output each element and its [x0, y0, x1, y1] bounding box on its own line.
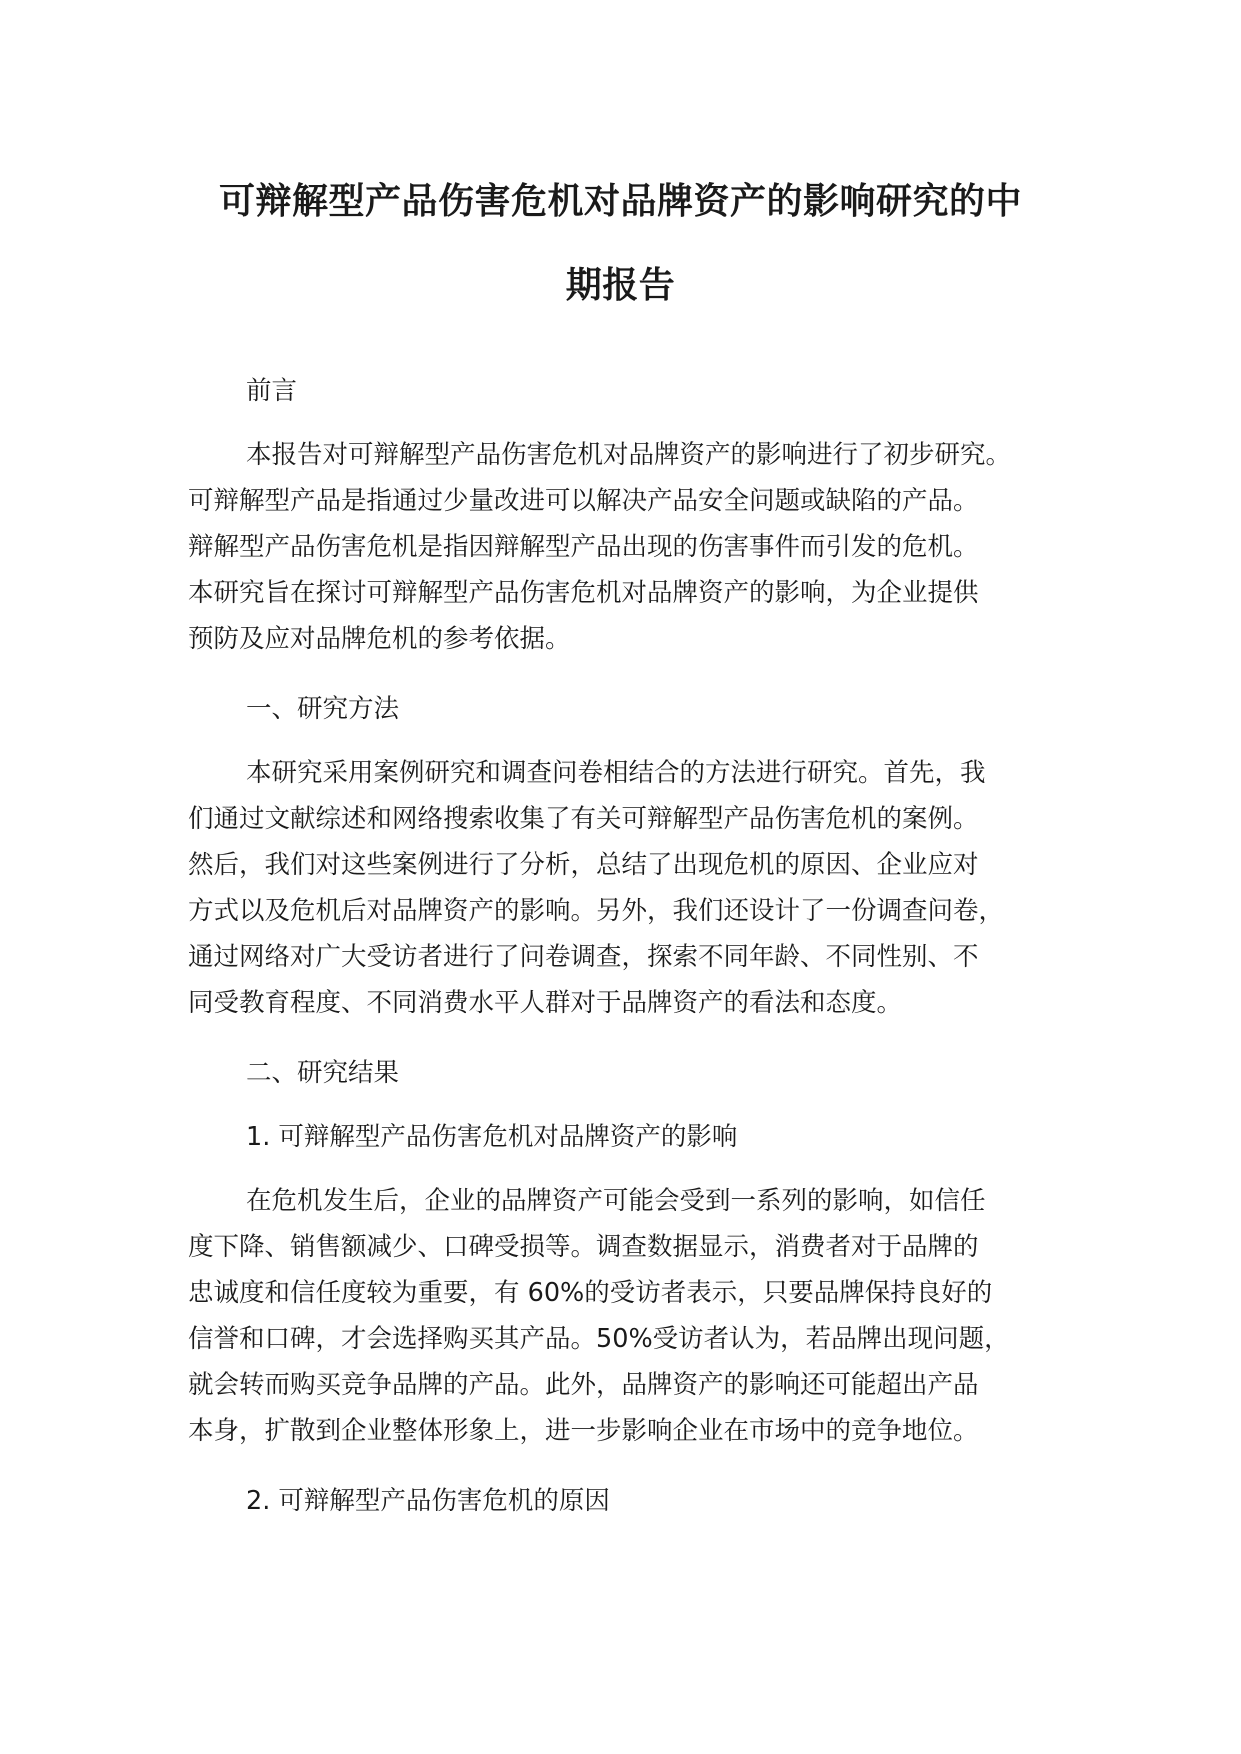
- paragraph-line: 通过网络对广大受访者进行了问卷调查，探索不同年龄、不同性别、不: [188, 942, 979, 972]
- subsection-1-paragraph: [188, 1178, 1088, 1454]
- paragraph-line: 辩解型产品伤害危机是指因辩解型产品出现的伤害事件而引发的危机。: [188, 532, 979, 562]
- paragraph-line: 可辩解型产品是指通过少量改进可以解决产品安全问题或缺陷的产品。: [188, 486, 979, 516]
- paragraph-line: 本身，扩散到企业整体形象上，进一步影响企业在市场中的竞争地位。: [188, 1416, 979, 1446]
- paragraph-line: 本研究采用案例研究和调查问卷相结合的方法进行研究。首先，我: [246, 758, 986, 788]
- paragraph-line: 方式以及危机后对品牌资产的影响。另外，我们还设计了一份调查问卷，: [188, 896, 1005, 926]
- paragraph-line: 就会转而购买竞争品牌的产品。此外，品牌资产的影响还可能超出产品: [188, 1370, 979, 1400]
- paragraph-line: 信誉和口碑，才会选择购买其产品。50%受访者认为，若品牌出现问题，: [188, 1324, 1010, 1354]
- preface-heading: 前言: [246, 376, 298, 406]
- paragraph-line: 本研究旨在探讨可辩解型产品伤害危机对品牌资产的影响，为企业提供: [188, 578, 979, 608]
- paragraph-line: 同受教育程度、不同消费水平人群对于品牌资产的看法和态度。: [188, 988, 903, 1018]
- section-2-heading: 二、研究结果: [246, 1058, 400, 1088]
- paragraph-line: 本报告对可辩解型产品伤害危机对品牌资产的影响进行了初步研究。: [246, 440, 1012, 470]
- subsection-2-heading: 2. 可辩解型产品伤害危机的原因: [246, 1486, 610, 1516]
- paragraph-line: 然后，我们对这些案例进行了分析，总结了出现危机的原因、企业应对: [188, 850, 979, 880]
- paragraph-line: 忠诚度和信任度较为重要，有 60%的受访者表示，只要品牌保持良好的: [188, 1278, 993, 1308]
- section-1-heading: 一、研究方法: [246, 694, 400, 724]
- paragraph-line: 预防及应对品牌危机的参考依据。: [188, 624, 571, 654]
- paragraph-line: 度下降、销售额减少、口碑受损等。调查数据显示，消费者对于品牌的: [188, 1232, 979, 1262]
- preface-paragraph: [188, 432, 1088, 662]
- document-title-line-2: 期报告: [565, 265, 676, 306]
- document-title-line-1: 可辩解型产品伤害危机对品牌资产的影响研究的中: [218, 181, 1022, 222]
- paragraph-line: 们通过文献综述和网络搜索收集了有关可辩解型产品伤害危机的案例。: [188, 804, 979, 834]
- section-1-paragraph: [188, 750, 1088, 1026]
- subsection-1-heading: 1. 可辩解型产品伤害危机对品牌资产的影响: [246, 1122, 738, 1152]
- paragraph-line: 在危机发生后，企业的品牌资产可能会受到一系列的影响，如信任: [246, 1186, 986, 1216]
